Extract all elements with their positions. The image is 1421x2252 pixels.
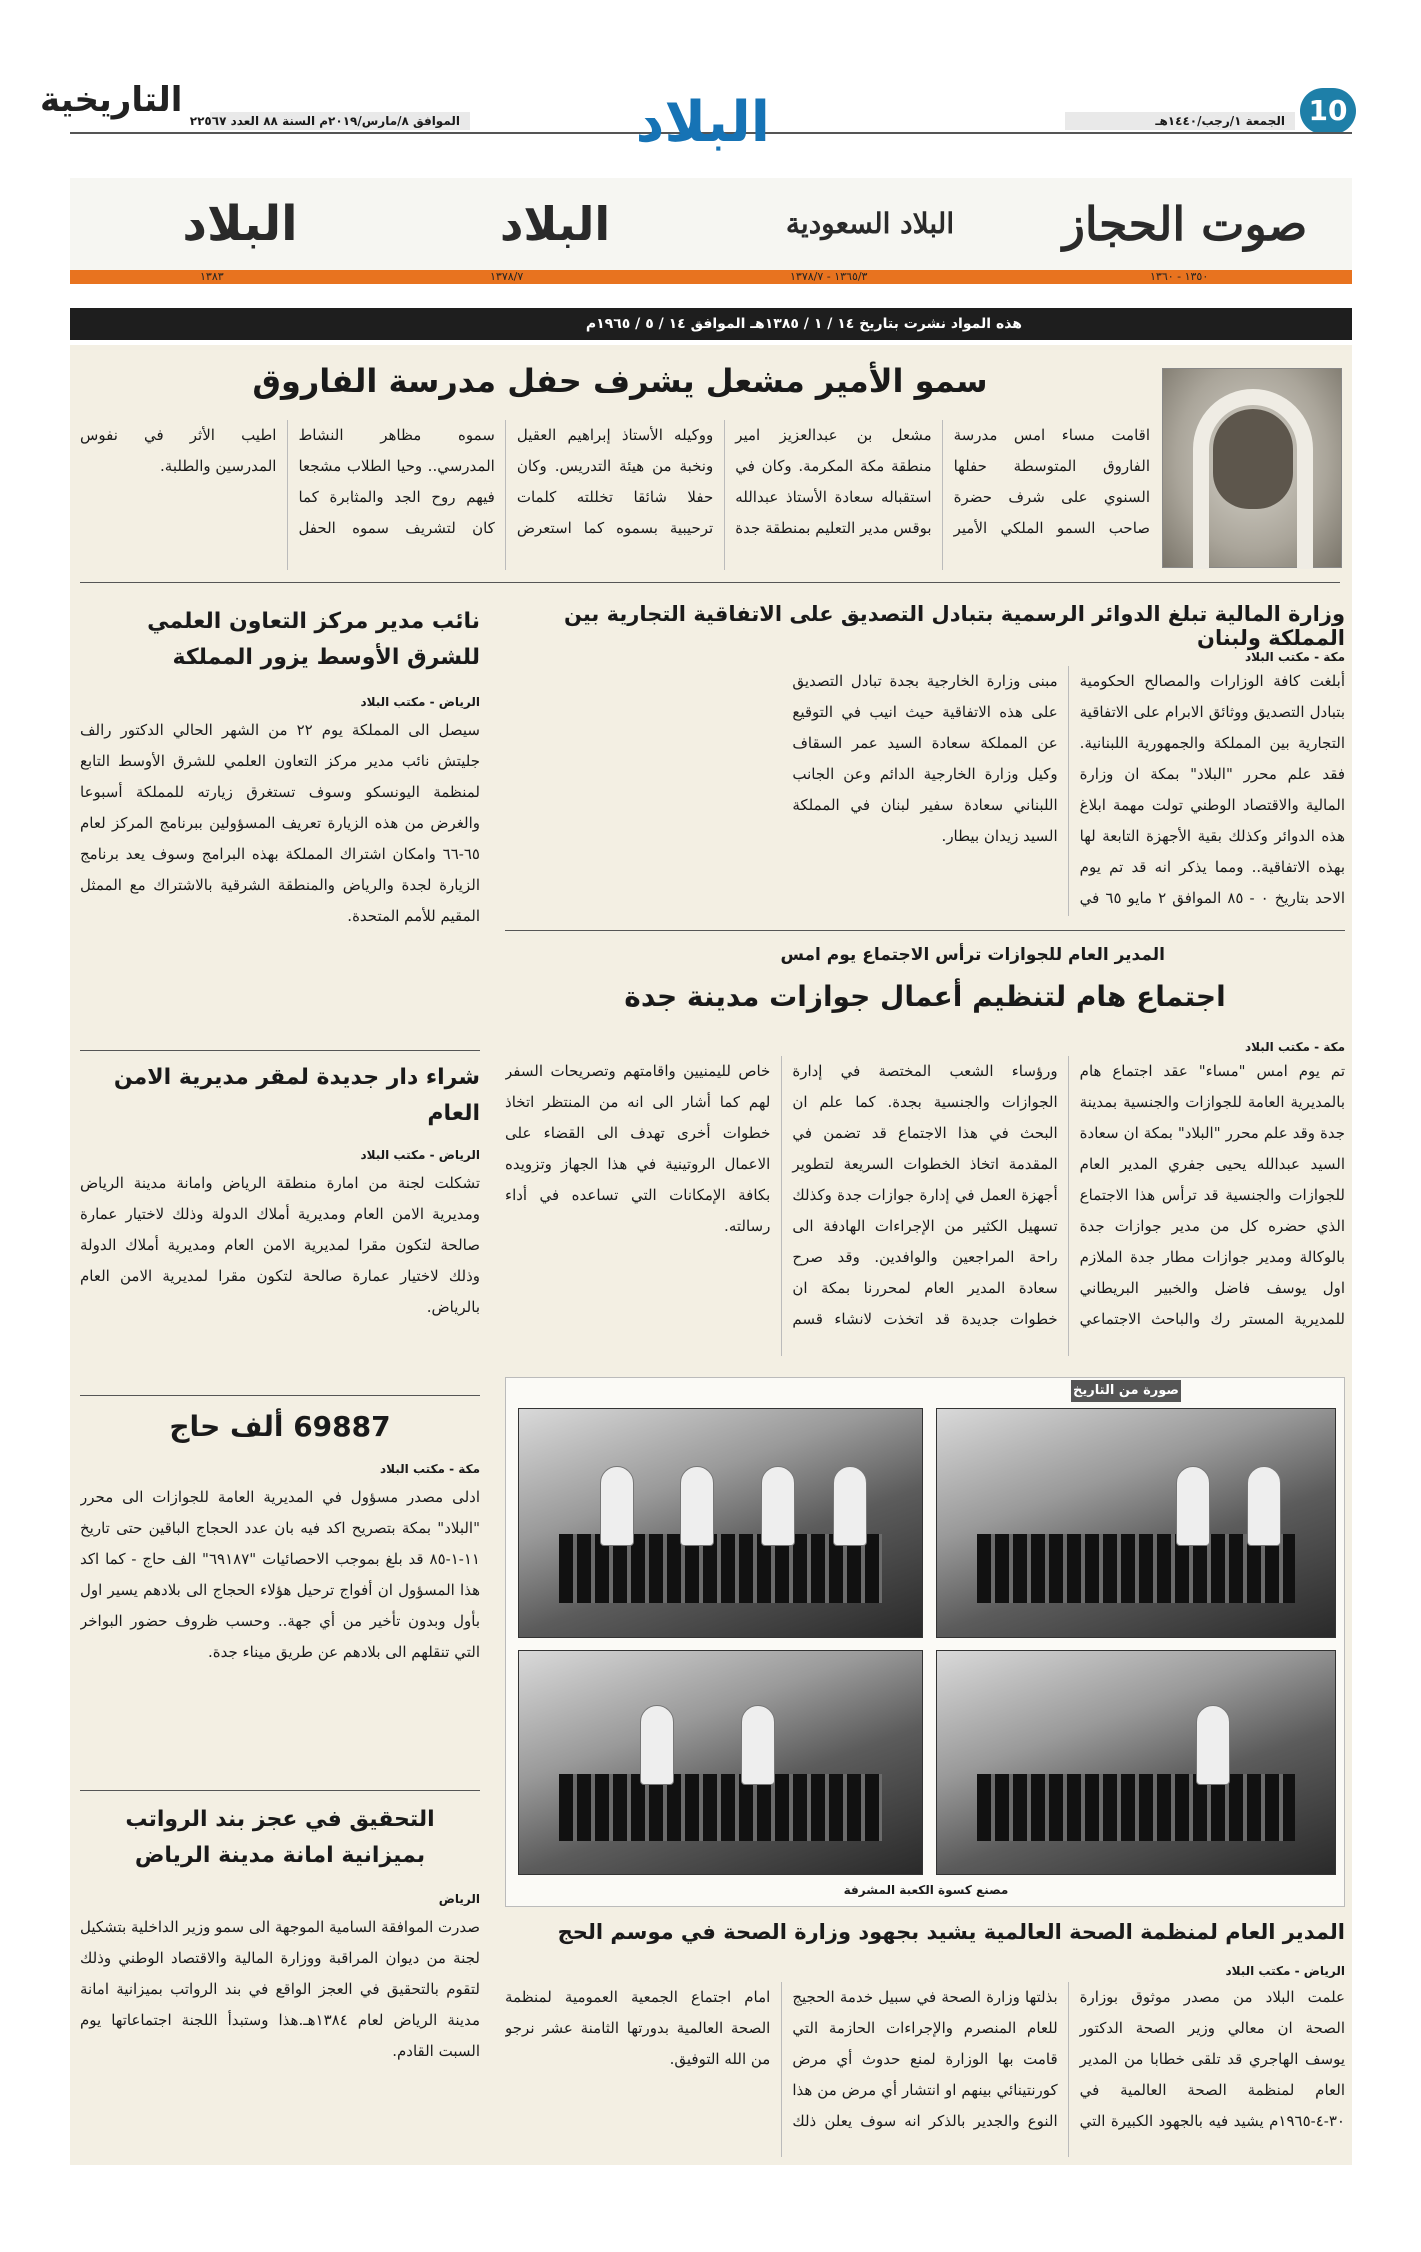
article6-headline: 69887 ألف حاج: [169, 1410, 391, 1443]
article4-kicker: المدير العام للجوازات ترأس الاجتماع يوم امس: [780, 945, 1165, 965]
article7-byline: الرياض: [438, 1892, 480, 1906]
article3-body: سيصل الى المملكة يوم ٢٢ من الشهر الحالي الدكتور رالف جليتش نائب مدير مركز التعاون العلمي للشرق الأوسط التابع لمنظمة اليونسكو وسوف تستغرق زيارته للمملكة أسبوعا والغرض من هذه الزيارة تعريف المسؤولين ببرنامج المركز لعام ٦٥-٦٦ وامكان اشتراك المملكة بهذه البرامج وسوف يعد برنامج الزيارة لجدة والرياض والمنطقة الشرقية بالاشتراك مع الممثل المقيم للأمم المتحدة.: [80, 721, 480, 925]
article2-headline: وزارة المالية تبلغ الدوائر الرسمية بتبادل التصديق على الاتفاقية التجارية بين المملكة ولبنان: [563, 602, 1345, 650]
article4-body: تم يوم امس "مساء" عقد اجتماع هام بالمديرية العامة للجوازات والجنسية بمدينة جدة وقد علم محرر "البلاد" بمكة ان سعادة السيد عبدالله يحيى جفري المدير العام للجوازات والجنسية قد ترأس هذا الاجتماع الذي حضره كل من مدير جوازات جدة بالوكالة ومدير جوازات مطار جدة الملازم اول يوسف فاضل والخبير البريطاني للمديرية المستر رك والباحث الاجتماعي ورؤساء الشعب المختصة في إدارة الجوازات والجنسية بجدة. كما علم ان البحث في هذا الاجتماع قد تضمن في المقدمة اتخاذ الخطوات السريعة لتطوير أجهزة العمل في إدارة جوازات جدة وكذلك تسهيل الكثير من الإجراءات الهادفة الى راحة المراجعين والوافدين. وقد صرح سعادة المدير العام لمحررنا بمكة ان خطوات جديدة قد اتخذت لانشاء قسم خاص لليمنيين واقامتهم وتصريحات السفر لهم كما أشار الى انه من المنتظر اتخاذ خطوات أخرى تهدف الى القضاء على الاعمال الروتينية في هذا الجهاز وتزويده بكافة الإمكانات التي تساعده في أداء رسالته.: [505, 1062, 1345, 1328]
masthead-sawt-alhijaz: صوت الحجاز: [1062, 197, 1308, 251]
photo-officials-inspecting: [518, 1408, 923, 1638]
publication-dateline: هذه المواد نشرت بتاريخ ١٤ / ١ / ١٣٨٥هـ الموافق ١٤ / ٥ / ١٩٦٥م: [70, 308, 1352, 340]
photo-figure: [1176, 1466, 1210, 1546]
years-bar: [70, 270, 1352, 284]
year-range-3: ١٣٧٨/٧: [490, 270, 524, 283]
masthead-albilad-alsaudia: البلاد السعودية: [785, 207, 955, 240]
hijri-date: الجمعة ١/رجب/١٤٤٠هـ: [1065, 112, 1295, 130]
article3-headline: نائب مدير مركز التعاون العلمي للشرق الأوسط يزور المملكة: [147, 609, 480, 670]
article8-headline: المدير العام لمنظمة الصحة العالمية يشيد بجهود وزارة الصحة في موسم الحج: [557, 1920, 1345, 1944]
photo-kiswa-embroidery: [936, 1408, 1336, 1638]
article3-byline: الرياض - مكتب البلاد: [360, 695, 480, 709]
year-range-4: ١٣٨٣: [200, 270, 224, 283]
article8-byline: الرياض - مكتب البلاد: [1225, 1964, 1345, 1978]
article5-body: تشكلت لجنة من امارة منطقة الرياض وامانة مدينة الرياض ومديرية الامن العام ومديرية أملاك الدولة وذلك لاختيار عمارة صالحة لتكون مقرا لمديرية الامن العام ومديرية أملاك الدولة وذلك لاختيار عمارة صالحة لتكون مقرا لمديرية الامن العام بالرياض.: [80, 1174, 480, 1316]
photo-figure: [761, 1466, 795, 1546]
year-range-1: ١٣٥٠ - ١٣٦٠: [1150, 270, 1209, 283]
photo-factory-floor: [518, 1650, 923, 1875]
article5-headline: شراء دار جديدة لمقر مديرية الامن العام: [113, 1065, 480, 1126]
newspaper-logo: البلاد: [635, 90, 770, 155]
section-title: التاريخية: [40, 80, 183, 120]
portrait-face: [1213, 409, 1293, 509]
article1-headline: سمو الأمير مشعل يشرف حفل مدرسة الفاروق: [252, 362, 988, 400]
photo-figure: [1196, 1705, 1230, 1785]
photo-figure: [833, 1466, 867, 1546]
photo-cloth: [977, 1774, 1295, 1841]
photo-figure: [640, 1705, 674, 1785]
article2-body: أبلغت كافة الوزارات والمصالح الحكومية بتبادل التصديق ووثائق الابرام على الاتفاقية التجارية بين المملكة والجمهورية اللبنانية. فقد علم محرر "البلاد" بمكة ان وزارة المالية والاقتصاد الوطني تولت مهمة ابلاغ هذه الدوائر وكذلك بقية الأجهزة التابعة لها بهذه الاتفاقية.. ومما يذكر انه قد تم يوم الاحد بتاريخ ٠ - ٨٥ الموافق ٢ مايو ٦٥ في مبنى وزارة الخارجية بجدة تبادل التصديق على هذه الاتفاقية حيث انيب في التوقيع عن المملكة سعادة السيد عمر السقاف وكيل وزارة الخارجية الدائم وعن الجانب اللبناني سعادة سفير لبنان في المملكة السيد زيدان بيطار.: [792, 672, 1345, 907]
article7-body: صدرت الموافقة السامية الموجهة الى سمو وزير الداخلية بتشكيل لجنة من ديوان المراقبة ووزارة المالية والاقتصاد الوطني وذلك لتقوم بالتحقيق في العجز الواقع في بند الرواتب بميزانية امانة مدينة الرياض لعام ١٣٨٤هـ.هذا وستبدأ اللجنة اجتماعاتها يوم السبت القادم.: [80, 1918, 480, 2060]
article1-body: اقامت مساء امس مدرسة الفاروق المتوسطة حفلها السنوي على شرف حضرة صاحب السمو الملكي الأمير مشعل بن عبدالعزيز امير منطقة مكة المكرمة. وكان في استقباله سعادة الأستاذ عبدالله بوقس مدير التعليم بمنطقة جدة ووكيله الأستاذ إبراهيم العقيل ونخبة من هيئة التدريس. وكان حفلا شائقا تخللته كلمات ترحيبية بسموه كما استعرض سموه مظاهر النشاط المدرسي.. وحيا الطلاب مشجعا فيهم روح الجد والمثابرة كما كان لتشريف سموه الحفل اطيب الأثر في نفوس المدرسين والطلبة.: [80, 426, 1150, 537]
separator: [80, 1395, 480, 1396]
year-range-2: ١٣٦٥/٣ - ١٣٧٨/٧: [790, 270, 868, 283]
photo-cloth: [559, 1774, 881, 1841]
separator: [505, 930, 1345, 931]
photo-caption: مصنع كسوة الكعبة المشرفة: [843, 1883, 1009, 1897]
article6-body: ادلى مصدر مسؤول في المديرية العامة للجوازات الى محرر "البلاد" بمكة بتصريح اكد فيه بان عدد الحجاج الباقين حتى تاريخ ١١-١-٨٥ قد بلغ بموجب الاحصائيات "٦٩١٨٧" الف حاج - كما اكد هذا المسؤول ان أفواج ترحيل هؤلاء الحجاج الى بلادهم يسير اول بأول وبدون تأخير من أي جهة.. وحسب ظروف حضور البواخر التي تنقلهم الى بلادهم عن طريق ميناء جدة.: [80, 1488, 480, 1661]
photo-tag: صورة من التاريخ: [1071, 1380, 1181, 1402]
prince-portrait: [1162, 368, 1342, 568]
photo-figure: [600, 1466, 634, 1546]
article8-body: علمت البلاد من مصدر موثوق بوزارة الصحة ان معالي وزير الصحة الدكتور يوسف الهاجري قد تلقى خطابا من المدير العام لمنظمة الصحة العالمية في ٣٠-٤-١٩٦٥م يشيد فيه بالجهود الكبيرة التي بذلتها وزارة الصحة في سبيل خدمة الحجيج للعام المنصرم والإجراءات الحازمة التي قامت بها الوزارة لمنع حدوث أي مرض كورنتينائي بينهم او انتشار أي مرض من هذا النوع والجدير بالذكر انه سوف يعلن ذلك امام اجتماع الجمعية العمومية لمنظمة الصحة العالمية بدورتها الثامنة عشر نرجو من الله التوفيق.: [505, 1988, 1345, 2130]
article4-headline: اجتماع هام لتنظيم أعمال جوازات مدينة جدة: [624, 980, 1226, 1013]
page-number: 10: [1300, 88, 1356, 134]
article2-byline: مكة - مكتب البلاد: [1245, 650, 1345, 664]
separator: [80, 582, 1340, 583]
photo-figure: [741, 1705, 775, 1785]
photo-figure: [680, 1466, 714, 1546]
masthead-albilad-1: البلاد: [499, 197, 611, 251]
gregorian-date: الموافق ٨/مارس/٢٠١٩م السنة ٨٨ العدد ٢٢٥٦٧: [210, 112, 470, 130]
separator: [80, 1790, 480, 1791]
photo-figure: [1247, 1466, 1281, 1546]
photo-block: [505, 1377, 1345, 1907]
article6-byline: مكة - مكتب البلاد: [380, 1462, 480, 1476]
separator: [80, 1050, 480, 1051]
article5-byline: الرياض - مكتب البلاد: [360, 1148, 480, 1162]
photo-weaving-loom: [936, 1650, 1336, 1875]
article7-headline: التحقيق في عجز بند الرواتب بميزانية امانة مدينة الرياض: [125, 1807, 435, 1868]
masthead-albilad-2: البلاد: [182, 196, 298, 252]
masthead-strip: [70, 178, 1352, 270]
article4-byline: مكة - مكتب البلاد: [1245, 1040, 1345, 1054]
